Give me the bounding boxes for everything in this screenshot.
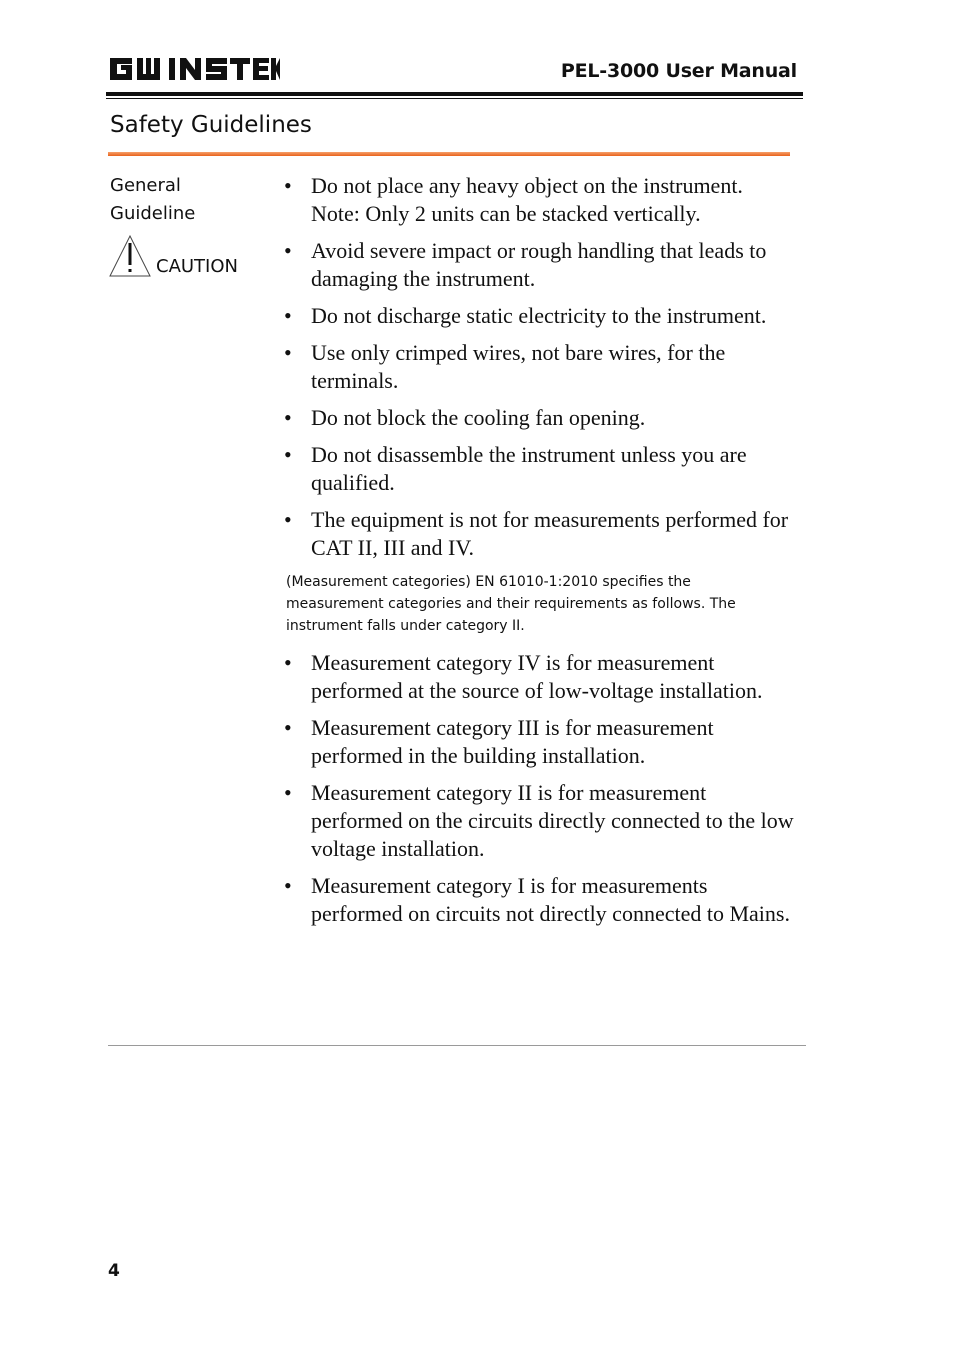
list-item [284, 302, 794, 330]
list-item-text: Measurement category III is for measurement performed in the building installation. [311, 715, 714, 768]
bullet-dot: • [284, 238, 292, 263]
section-divider [108, 152, 790, 156]
bullet-dot: • [284, 507, 292, 532]
list-item-text: Avoid severe impact or rough handling that leads to damaging the instrument. [311, 238, 767, 291]
bullet-dot: • [284, 405, 292, 430]
bullet-dot: • [284, 303, 292, 328]
list-item-text: Do not place any heavy object on the instrument. Note: Only 2 units can be stacked vertically. [311, 173, 743, 226]
caution-notice [108, 234, 268, 278]
sidebar-label [110, 172, 260, 228]
list-item [284, 714, 794, 770]
list-item-text: Do not disassemble the instrument unless you are qualified. [311, 442, 747, 495]
header-divider [106, 92, 803, 96]
sidebar-label-line1: General [110, 175, 181, 196]
list-item-text: Do not block the cooling fan opening. [311, 405, 646, 430]
bullet-dot: • [284, 715, 292, 740]
list-item [284, 339, 794, 395]
sidebar-label-line2: Guideline [110, 203, 196, 224]
list-item [284, 441, 794, 497]
bullet-dot: • [284, 873, 292, 898]
list-item-text: Measurement category I is for measurements performed on circuits not directly connected to Mains. [311, 873, 790, 926]
list-item [284, 506, 794, 562]
manual-title: PEL-3000 User Manual [560, 60, 797, 82]
list-item-text: Measurement category II is for measurement performed on the circuits directly connected to the low voltage installation. [311, 780, 794, 861]
list-item-text: Do not discharge static electricity to the instrument. [311, 303, 767, 328]
list-item [284, 404, 794, 432]
list-item [284, 237, 794, 293]
warning-triangle-icon [108, 234, 152, 278]
bullet-dot: • [284, 442, 292, 467]
caution-label: CAUTION [156, 256, 238, 277]
list-item-text: Measurement category IV is for measurement performed at the source of low-voltage installation. [311, 650, 763, 703]
list-item [284, 779, 794, 863]
guideline-content [284, 172, 794, 937]
bullet-list-bottom [284, 649, 794, 928]
bullet-list-top [284, 172, 794, 562]
list-item [284, 872, 794, 928]
list-item [284, 649, 794, 705]
list-item-text: The equipment is not for measurements performed for CAT II, III and IV. [311, 507, 789, 560]
measurement-categories-note: (Measurement categories) EN 61010-1:2010 specifies the measurement categories and their requirements as follows. The instrument falls under category II. [286, 574, 736, 634]
bullet-dot: • [284, 650, 292, 675]
bullet-dot: • [284, 173, 292, 198]
list-item [284, 172, 794, 228]
table-bottom-divider [108, 1045, 806, 1046]
bullet-dot: • [284, 780, 292, 805]
bullet-dot: • [284, 340, 292, 365]
header-divider-thin [106, 98, 803, 99]
list-item-text: Use only crimped wires, not bare wires, for the terminals. [311, 340, 726, 393]
gw-instek-logo [110, 54, 280, 84]
logo-mark [110, 54, 280, 84]
section-title: Safety Guidelines [110, 112, 312, 138]
page-number: 4 [108, 1261, 120, 1281]
